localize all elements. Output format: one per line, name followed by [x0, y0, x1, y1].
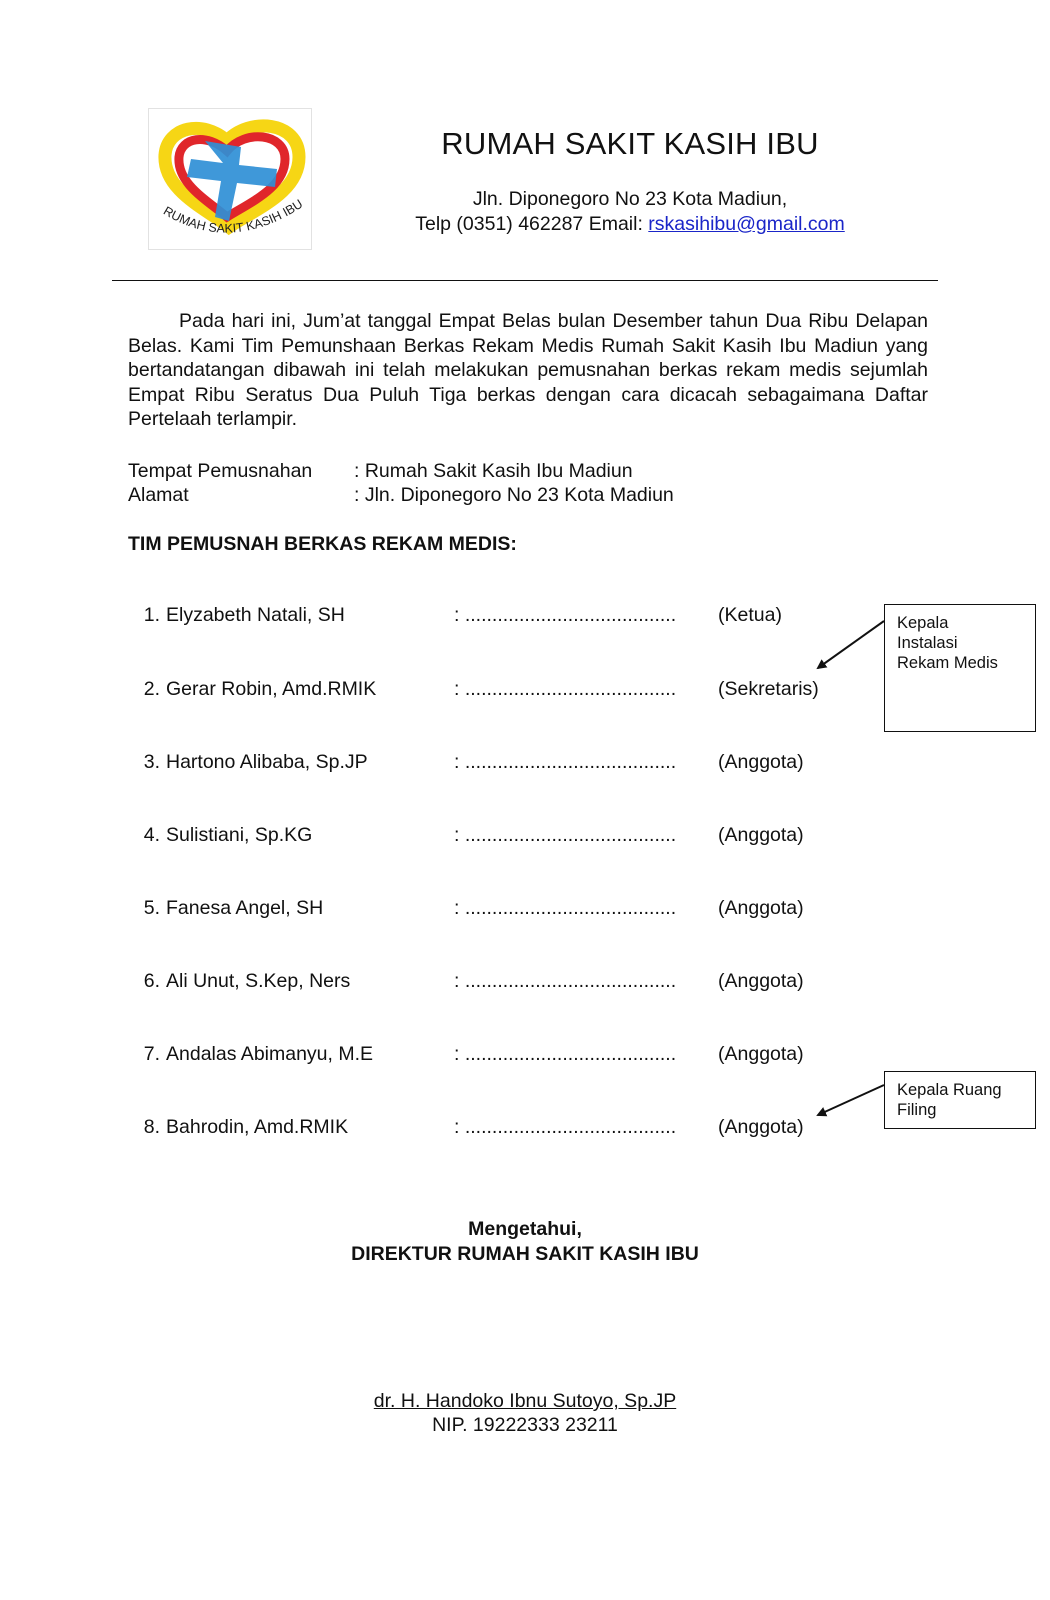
director-nip: NIP. 19222333 23211 — [432, 1414, 618, 1436]
member-name: Bahrodin, Amd.RMIK — [166, 1116, 349, 1138]
logo-arc-text: RUMAH SAKIT KASIH IBU — [160, 196, 306, 236]
callout-line: Filing — [897, 1101, 937, 1119]
address-label: Alamat — [128, 484, 189, 506]
address-row — [128, 484, 674, 507]
signature-line: : ....................................... — [454, 1116, 677, 1138]
signature-line: : ....................................... — [454, 897, 677, 919]
member-number: 5. — [143, 897, 160, 919]
location-value: : Rumah Sakit Kasih Ibu Madiun — [354, 460, 633, 482]
callout-arrow-1 — [818, 621, 884, 668]
signature-line: : ....................................... — [454, 604, 677, 626]
hospital-address: Jln. Diponegoro No 23 Kota Madiun, — [472, 188, 788, 210]
director-name: dr. H. Handoko Ibnu Sutoyo, Sp.JP — [373, 1390, 677, 1412]
member-number: 2. — [143, 678, 160, 700]
member-name: Ali Unut, S.Kep, Ners — [166, 970, 351, 992]
location-label: Tempat Pemusnahan — [128, 460, 313, 482]
signature-line: : ....................................... — [454, 970, 677, 992]
member-role: (Anggota) — [718, 751, 804, 773]
member-number: 7. — [143, 1043, 160, 1065]
member-name: Hartono Alibaba, Sp.JP — [166, 751, 368, 773]
signature-line: : ....................................... — [454, 751, 677, 773]
member-role: (Anggota) — [718, 897, 804, 919]
callout-line: Instalasi — [897, 634, 958, 652]
location-row — [128, 460, 633, 483]
member-role: (Anggota) — [718, 970, 804, 992]
callout-head-of-filing — [884, 1071, 1036, 1129]
director-title: DIREKTUR RUMAH SAKIT KASIH IBU — [351, 1243, 699, 1265]
member-name: Elyzabeth Natali, SH — [166, 604, 345, 626]
member-number: 1. — [143, 604, 160, 626]
email-link[interactable]: rskasihibu@gmail.com — [648, 213, 845, 235]
member-role: (Sekretaris) — [718, 678, 819, 700]
signature-line: : ....................................... — [454, 1043, 677, 1065]
member-role: (Anggota) — [718, 824, 804, 846]
member-number: 3. — [143, 751, 160, 773]
heart-cross-logo — [149, 109, 311, 249]
phone-text: Telp (0351) 462287 Email: — [415, 213, 649, 235]
acknowledged-label: Mengetahui, — [468, 1218, 582, 1240]
member-number: 8. — [143, 1116, 160, 1138]
header-divider — [112, 280, 938, 281]
callout-line: Kepala — [897, 614, 949, 632]
team-heading: TIM PEMUSNAH BERKAS REKAM MEDIS: — [128, 533, 517, 555]
hospital-contact — [340, 213, 920, 236]
callout-line: Rekam Medis — [897, 654, 998, 672]
member-name: Andalas Abimanyu, M.E — [166, 1043, 374, 1065]
member-name: Sulistiani, Sp.KG — [166, 824, 313, 846]
member-name: Fanesa Angel, SH — [166, 897, 324, 919]
member-number: 6. — [143, 970, 160, 992]
signature-line: : ....................................... — [454, 824, 677, 846]
member-role: (Anggota) — [718, 1043, 804, 1065]
member-number: 4. — [143, 824, 160, 846]
intro-paragraph: Pada hari ini, Jum’at tanggal Empat Belas bulan Desember tahun Dua Ribu Delapan Belas. Kami Tim Pemunshaan Berkas Rekam Medis Rumah Sakit Kasih Ibu Madiun yang bertandatangan dibawah ini telah melakukan pemusnahan berkas rekam medis sejumlah Empat Ribu Seratus Dua Puluh Tiga berkas dengan cara dicacah sebagaimana Daftar Pertelaah terlampir. — [128, 310, 928, 430]
member-name: Gerar Robin, Amd.RMIK — [166, 678, 377, 700]
signature-line: : ....................................... — [454, 678, 677, 700]
member-role: (Ketua) — [718, 604, 782, 626]
callout-line: Kepala Ruang — [897, 1081, 1002, 1099]
callout-head-of-medical-records — [884, 604, 1036, 732]
member-role: (Anggota) — [718, 1116, 804, 1138]
hospital-logo — [148, 108, 312, 250]
address-value: : Jln. Diponegoro No 23 Kota Madiun — [354, 484, 674, 506]
hospital-name: RUMAH SAKIT KASIH IBU — [441, 126, 819, 161]
callout-arrow-2 — [818, 1085, 884, 1115]
